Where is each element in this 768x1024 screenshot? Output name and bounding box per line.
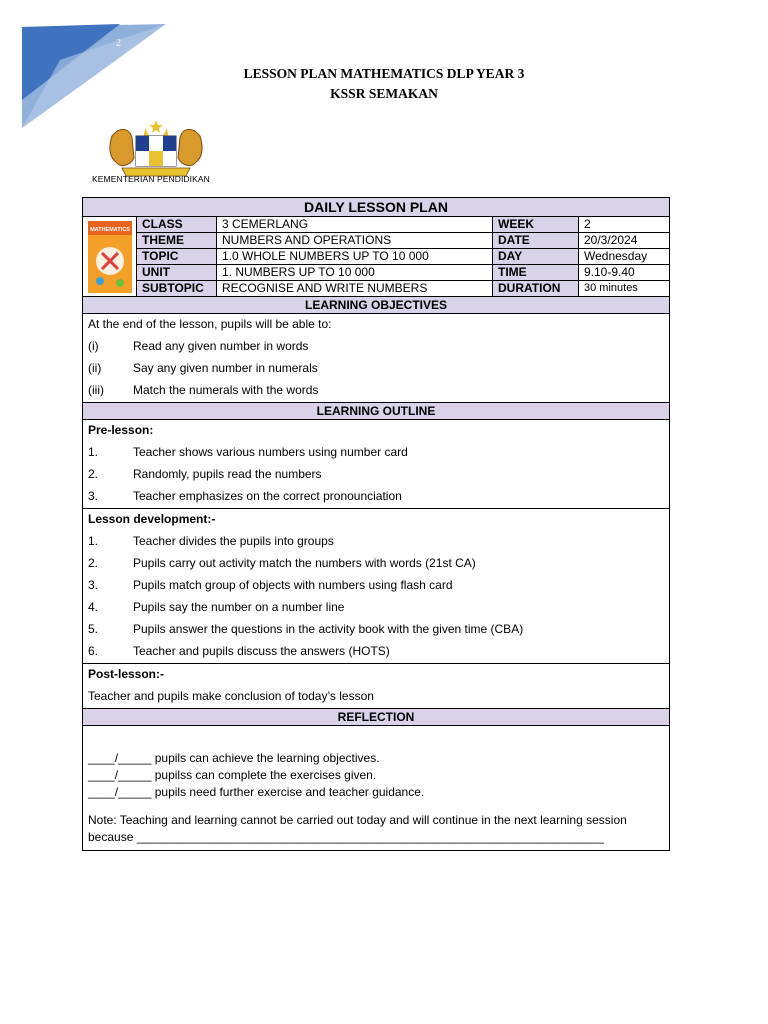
page-number: 2 — [116, 38, 121, 49]
objectives-heading: LEARNING OBJECTIVES — [83, 297, 670, 314]
info-row — [83, 217, 670, 233]
topic-value: 1.0 WHOLE NUMBERS UP TO 10 000 — [217, 249, 493, 265]
corner-decoration — [0, 0, 170, 130]
item-text: Teacher and pupils discuss the answers (HOTS) — [133, 644, 390, 658]
class-value: 3 CEMERLANG — [217, 217, 493, 233]
development-item — [88, 556, 664, 571]
plan-heading: DAILY LESSON PLAN — [83, 198, 670, 217]
week-label: WEEK — [493, 217, 579, 233]
time-value: 9.10-9.40 — [579, 265, 670, 281]
topic-label: TOPIC — [137, 249, 217, 265]
subtopic-value: RECOGNISE AND WRITE NUMBERS — [217, 281, 493, 297]
week-value: 2 — [579, 217, 670, 233]
reflection-line: ____/_____ pupils can achieve the learning objectives. — [88, 751, 380, 765]
item-number: 2. — [88, 467, 99, 481]
objective-number: (iii) — [88, 383, 104, 397]
item-number: 3. — [88, 489, 99, 503]
objective-item — [88, 339, 664, 354]
item-text: Pupils carry out activity match the numbers with words (21st CA) — [133, 556, 476, 570]
date-value: 20/3/2024 — [579, 233, 670, 249]
unit-value: 1. NUMBERS UP TO 10 000 — [217, 265, 493, 281]
development-item — [88, 534, 664, 549]
development-item — [88, 600, 664, 615]
post-lesson-text: Teacher and pupils make conclusion of today’s lesson — [88, 689, 374, 703]
document-subtitle: KSSR SEMAKAN — [330, 86, 438, 101]
item-number: 5. — [88, 622, 99, 636]
class-label: CLASS — [137, 217, 217, 233]
item-number: 1. — [88, 445, 99, 459]
item-text: Pupils match group of objects with numbers using flash card — [133, 578, 453, 592]
post-lesson-section — [83, 664, 670, 709]
lesson-development-title: Lesson development:- — [88, 512, 216, 526]
objectives-section — [83, 314, 670, 403]
textbook-cover-cell — [83, 217, 137, 297]
item-text: Randomly, pupils read the numbers — [133, 467, 322, 481]
info-row — [83, 233, 670, 249]
item-text: Teacher divides the pupils into groups — [133, 534, 334, 548]
development-item — [88, 622, 664, 637]
pre-lesson-item — [88, 489, 664, 504]
objective-number: (i) — [88, 339, 99, 353]
date-label: DATE — [493, 233, 579, 249]
reflection-heading: REFLECTION — [83, 709, 670, 726]
item-number: 3. — [88, 578, 99, 592]
item-text: Teacher shows various numbers using number card — [133, 445, 408, 459]
duration-value: 30 minutes — [579, 281, 670, 297]
theme-label: THEME — [137, 233, 217, 249]
pre-lesson-item — [88, 445, 664, 460]
day-label: DAY — [493, 249, 579, 265]
time-label: TIME — [493, 265, 579, 281]
info-row — [83, 281, 670, 297]
item-number: 1. — [88, 534, 99, 548]
reflection-note: Note: Teaching and learning cannot be carried out today and will continue in the next learning session because ______________________________________________________________________ — [88, 813, 627, 844]
document-title: LESSON PLAN MATHEMATICS DLP YEAR 3 — [243, 66, 525, 81]
reflection-line: ____/_____ pupilss can complete the exercises given. — [88, 768, 377, 782]
info-row — [83, 249, 670, 265]
lesson-development-section — [83, 509, 670, 664]
objectives-intro: At the end of the lesson, pupils will be able to: — [88, 317, 332, 331]
item-number: 6. — [88, 644, 99, 658]
item-number: 4. — [88, 600, 99, 614]
post-lesson-title: Post-lesson:- — [88, 667, 165, 681]
development-item — [88, 578, 664, 593]
item-text: Teacher emphasizes on the correct pronounciation — [133, 489, 402, 503]
outline-heading: LEARNING OUTLINE — [83, 403, 670, 420]
pre-lesson-section — [83, 420, 670, 509]
item-number: 2. — [88, 556, 99, 570]
development-item — [88, 644, 664, 659]
item-text: Pupils say the number on a number line — [133, 600, 345, 614]
unit-label: UNIT — [137, 265, 217, 281]
objective-number: (ii) — [88, 361, 102, 375]
objective-text: Read any given number in words — [133, 339, 309, 353]
reflection-section — [83, 726, 670, 851]
crest-caption: KEMENTERIAN PENDIDIKAN — [92, 174, 210, 184]
textbook-cover-title: MATHEMATICS — [89, 226, 130, 233]
day-value: Wednesday — [579, 249, 670, 265]
daily-lesson-plan-table — [82, 197, 670, 851]
textbook-cover-image — [88, 221, 132, 293]
duration-label: DURATION — [493, 281, 579, 297]
pre-lesson-item — [88, 467, 664, 482]
item-text: Pupils answer the questions in the activity book with the given time (CBA) — [133, 622, 524, 636]
theme-value: NUMBERS AND OPERATIONS — [217, 233, 493, 249]
pre-lesson-title: Pre-lesson: — [88, 423, 154, 437]
subtopic-label: SUBTOPIC — [137, 281, 217, 297]
info-row — [83, 265, 670, 281]
objective-item — [88, 383, 664, 398]
objective-item — [88, 361, 664, 376]
objective-text: Say any given number in numerals — [133, 361, 318, 375]
reflection-line: ____/_____ pupils need further exercise and teacher guidance. — [88, 785, 425, 799]
objective-text: Match the numerals with the words — [133, 383, 319, 397]
